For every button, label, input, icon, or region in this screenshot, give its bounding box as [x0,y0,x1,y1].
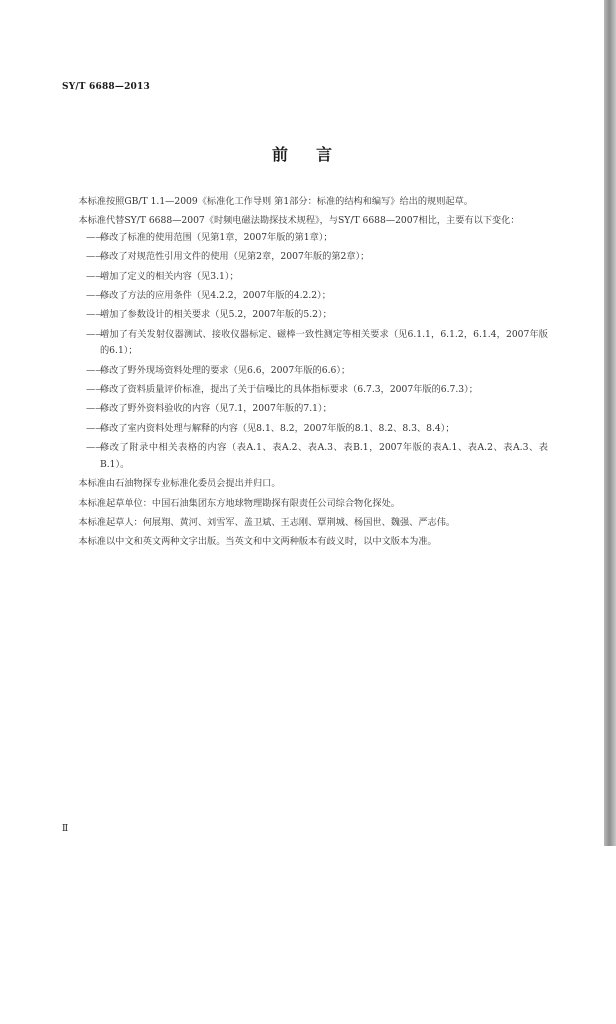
list-item [60,230,548,246]
closing-paragraph-committee: 本标准由石油物探专业标准化委员会提出并归口。 [78,478,281,490]
list-item-text: 修改了野外资料验收的内容（见7.1，2007年版的7.1）； [100,403,332,415]
list-item [60,269,548,285]
list-dash: —— [86,403,105,415]
list-item [60,288,548,304]
list-item-text: 增加了定义的相关内容（见3.1）； [100,270,239,282]
standard-code: SY/T 6688—2013 [62,82,150,92]
page-title: 前言 [271,145,360,164]
list-item-text: 修改了资料质量评价标准，提出了关于信噪比的具体指标要求（6.7.3，2007年版的6.7.3）； [100,384,478,396]
list-dash: —— [86,364,105,376]
list-item [60,363,548,379]
list-dash: —— [86,251,105,263]
list-dash: —— [86,422,105,434]
page-number: Ⅱ [62,824,69,834]
blank-margin [0,846,616,1024]
foreword-body [60,194,548,551]
list-item [60,421,548,437]
list-item-text: 修改了标准的使用范围（见第1章，2007年版的第1章）； [100,231,333,243]
list-dash: —— [86,328,105,340]
intro-paragraph-2: 本标准代替SY/T 6688—2007《时频电磁法勘探技术规程》，与SY/T 6688—2007相比，主要有以下变化： [78,215,520,227]
list-item [60,401,548,417]
list-item-text: 修改了方法的应用条件（见4.2.2，2007年版的4.2.2）； [100,290,331,302]
list-item [60,440,548,473]
list-item-text: 修改了对规范性引用文件的使用（见第2章，2007年版的第2章）； [100,251,370,263]
closing-paragraph-drafting-unit: 本标准起草单位：中国石油集团东方地球物理勘探有限责任公司综合物化探处。 [78,497,400,509]
list-item [60,327,548,360]
list-item-text: 增加了参数设计的相关要求（见5.2，2007年版的5.2）； [100,309,332,321]
list-dash: —— [86,231,105,243]
list-dash: —— [86,309,105,321]
list-dash: —— [86,290,105,302]
list-item-text: 增加了有关发射仪器测试、接收仪器标定、磁棒一致性测定等相关要求（见6.1.1，6.1.2，6.1.4，2007年版的6.1）； [100,328,548,357]
list-dash: —— [86,384,105,396]
intro-paragraph-1: 本标准按照GB/T 1.1—2009《标准化工作导则 第1部分：标准的结构和编写》给出的规则起草。 [78,196,473,207]
list-dash: —— [86,270,105,282]
list-item [60,382,548,398]
scan-edge [604,0,616,846]
list-item [60,307,548,323]
list-item-text: 修改了室内资料处理与解释的内容（见8.1、8.2，2007年版的8.1、8.2、8.3、8.4）； [100,422,455,434]
list-dash: —— [86,442,105,454]
list-item [60,249,548,265]
closing-paragraph-language: 本标准以中文和英文两种文字出版。当英文和中文两种版本有歧义时，以中文版本为准。 [78,536,437,548]
closing-paragraph-drafters: 本标准起草人：何展翔、黄河、刘雪军、盖卫斌、王志刚、覃荆城、杨国世、魏强、严志伟。 [78,516,456,528]
changes-list [60,230,548,473]
list-item-text: 修改了附录中相关表格的内容（表A.1、表A.2、表A.3、表B.1，2007年版的表A.1、表A.2、表A.3、表B.1）。 [100,442,548,470]
list-item-text: 修改了野外现场资料处理的要求（见6.6，2007年版的6.6）； [100,364,351,376]
